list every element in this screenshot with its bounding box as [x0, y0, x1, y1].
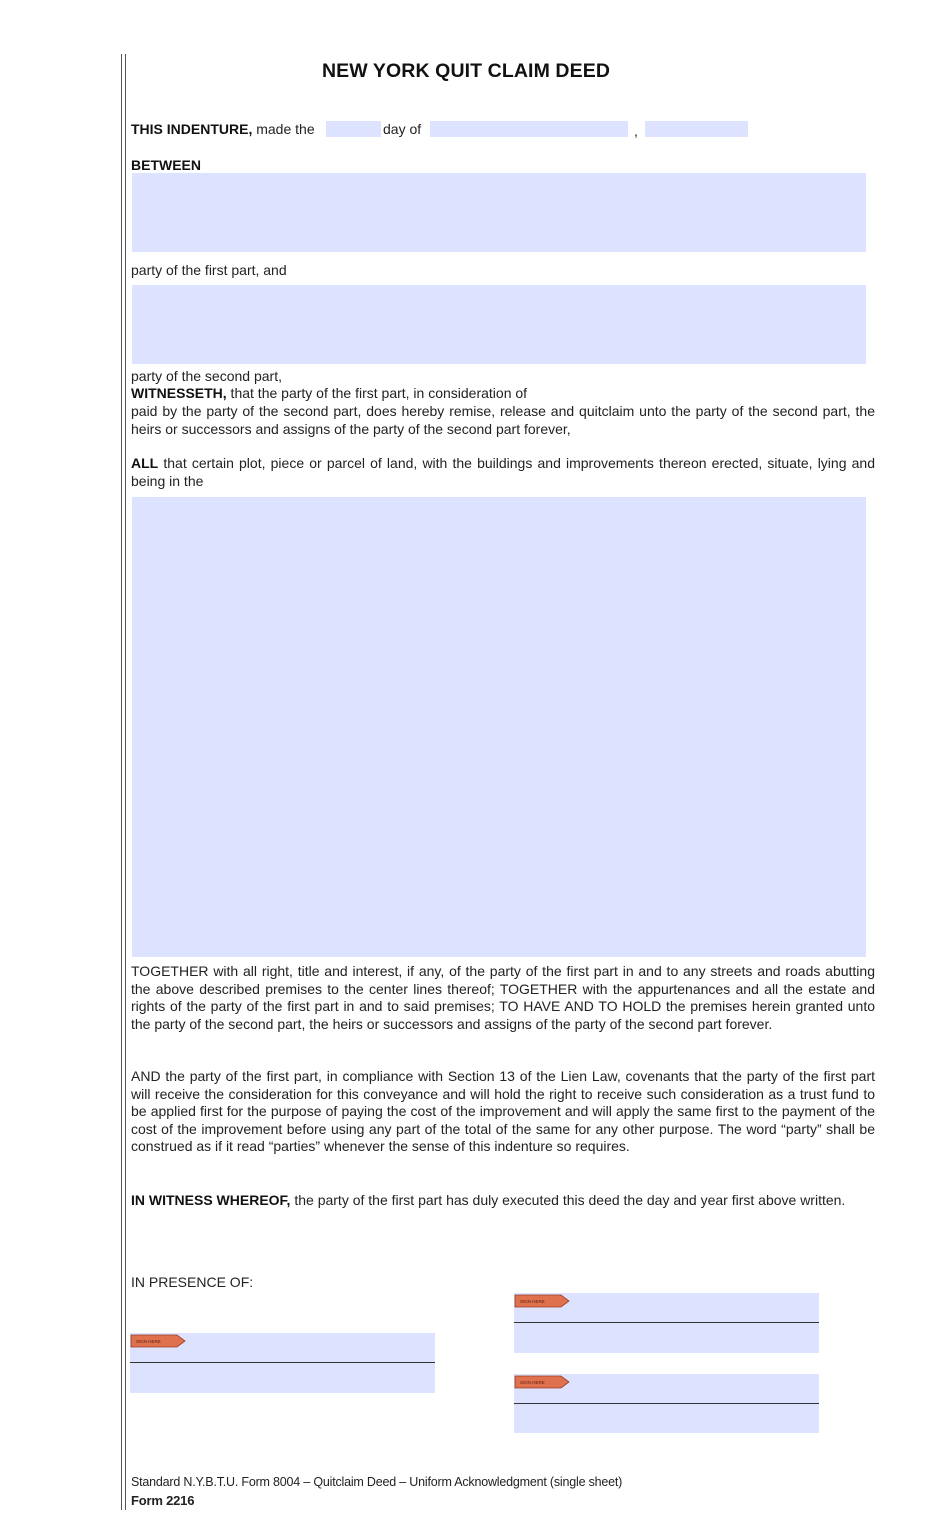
grantor1-name-field[interactable] — [514, 1323, 819, 1353]
footer-form-number: Form 2216 — [131, 1493, 195, 1508]
and-clause-paragraph: AND the party of the first part, in compliance with Section 13 of the Lien Law, covenants that the party of the first part will receive the consideration for this conveyance and will hold the right to receive such consideration as a trust fund to be applied first for the purpose of paying the cost of the improvement and will apply the same first to the payment of the cost of the improvement before using any part of the total of the same for any other purpose. The word “party” shall be construed as if it read “parties” whenever the sense of this indenture so requires. — [131, 1068, 875, 1155]
in-presence-label: IN PRESENCE OF: — [131, 1274, 254, 1290]
all-text: that certain plot, piece or parcel of land, with the buildings and improvements thereon erected, situate, lying and being in the — [131, 455, 875, 489]
together-paragraph: TOGETHER with all right, title and interest, if any, of the party of the first part in and to any streets and roads abutting the above described premises to the center lines thereof; TOGETHER with the appurtenances and all the estate and rights of the party of the first part in and to said premises; TO HAVE AND TO HOLD the premises herein granted unto the party of the second part, the heirs or successors and assigns of the party of the second part forever. — [131, 963, 875, 1032]
day-field[interactable] — [326, 121, 381, 137]
sign-here-flag-text: SIGN HERE — [136, 1339, 161, 1344]
document-title: NEW YORK QUIT CLAIM DEED — [321, 60, 611, 82]
sign-here-flag-icon[interactable] — [130, 1334, 186, 1348]
in-witness-paragraph — [131, 1192, 875, 1210]
witnesseth-paragraph: paid by the party of the second part, does hereby remise, release and quitclaim unto the party of the second part, the heirs or successors and assigns of the party of the second part forever, — [131, 403, 875, 437]
property-description-field[interactable] — [132, 497, 866, 957]
witnesseth-line — [131, 385, 527, 403]
intro-comma: , — [634, 123, 638, 139]
second-party-field[interactable] — [132, 285, 866, 364]
witnesseth-line1: that the party of the first part, in consideration of — [226, 385, 528, 401]
footer-form-standard: Standard N.Y.B.T.U. Form 8004 – Quitclaim Deed – Uniform Acknowledgment (single sheet) — [131, 1475, 623, 1489]
sign-here-flag-icon[interactable] — [514, 1375, 570, 1389]
year-field[interactable] — [645, 121, 748, 137]
grantor2-name-field[interactable] — [514, 1404, 819, 1433]
first-party-field[interactable] — [132, 173, 866, 252]
second-party-label: party of the second part, — [131, 368, 282, 384]
sign-here-flag-text: SIGN HERE — [520, 1380, 545, 1385]
in-witness-lead: IN WITNESS WHEREOF, — [131, 1192, 291, 1208]
left-margin-rule — [121, 54, 122, 1510]
all-clause-paragraph — [131, 455, 875, 490]
witness-name-field[interactable] — [130, 1363, 435, 1393]
sign-here-flag-icon[interactable] — [514, 1294, 570, 1308]
sign-here-flag-text: SIGN HERE — [520, 1299, 545, 1304]
in-witness-text: the party of the first part has duly executed this deed the day and year first above written. — [290, 1192, 846, 1208]
between-label: BETWEEN — [131, 157, 201, 173]
month-field[interactable] — [430, 121, 628, 137]
intro-lead: THIS INDENTURE, — [131, 121, 253, 137]
intro-day-of: day of — [383, 121, 422, 137]
left-margin-rule-inner — [125, 54, 126, 1510]
intro-line — [131, 121, 315, 139]
first-party-label: party of the first part, and — [131, 262, 287, 278]
witnesseth-lead: WITNESSETH, — [131, 385, 227, 401]
all-lead: ALL — [131, 455, 159, 471]
intro-made-the: made the — [252, 121, 315, 137]
